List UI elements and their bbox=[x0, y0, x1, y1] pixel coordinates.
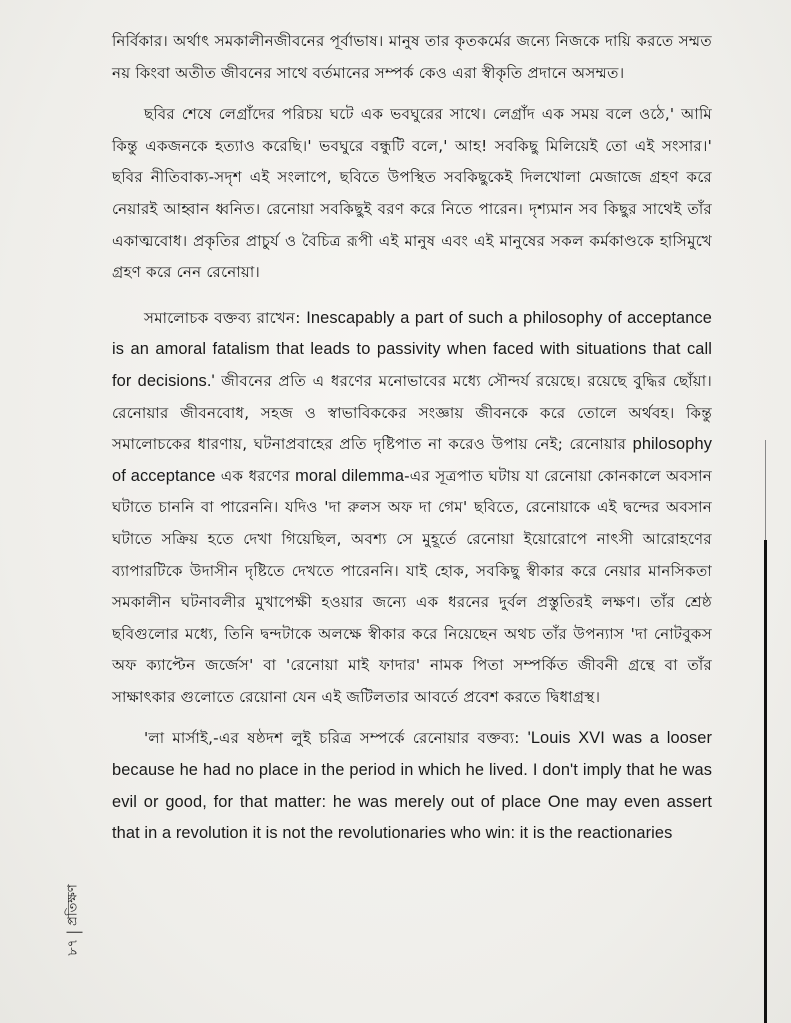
paragraph-3-en-quote: Inescapably a part of such a philosophy of acceptance is an amoral fatalism that leads to passivity when faced with situations that call for decisions.' bbox=[112, 308, 712, 390]
paragraph-3-bn-2: জীবনের প্রতি এ ধরণের মনোভাবের মধ্যে সৌন্দর্য রয়েছে। রয়েছে বুদ্ধির ছোঁয়া। রেনোয়ার জীবনবোধ, সহজ ও স্বাভাবিককের সংজ্ঞায় জীবনকে করে তোলে অর্থবহ। কিন্তু সমালোচকের ধারণায়, ঘটনাপ্রবাহের প্রতি দৃষ্টিপাত না করেও উপায় নেই; রেনোয়ার bbox=[112, 371, 712, 454]
paragraph-4-bn: 'লা মার্সাই,-এর ষষ্ঠদশ লুই চরিত্র সম্পর্কে রেনোয়ার বক্তব্য: bbox=[144, 729, 528, 748]
page-edge-line bbox=[764, 540, 767, 1023]
paragraph-2 bbox=[112, 99, 712, 289]
paragraph-3 bbox=[112, 303, 712, 714]
paragraph-3-en-term-1: philosophy of acceptance bbox=[112, 435, 712, 485]
paragraph-1 bbox=[112, 26, 712, 89]
paragraph-2-text: ছবির শেষে লেগ্রাঁদের পরিচয় ঘটে এক ভবঘুরের সাথে। লেগ্রাঁদ এক সময় বলে ওঠে,' আমি কিন্তু একজনকে হত্যাও করেছি।' ভবঘুরে বন্ধুটি বলে,' আহ! সবকিছু মিলিয়েই তো এই সংসার।' ছবির নীতিবাক্য-সদৃশ এই সংলাপে, ছবিতে উপস্থিত সবকিছুকেই দিলখোলা মেজাজে গ্রহণ করে নেয়ারই আহ্বান ধ্বনিত। রেনোয়া সবকিছুই বরণ করে নিতে পারেন। দৃশ্যমান সব কিছুর সাথেই তাঁর একাত্মবোধ। প্রকৃতির প্রাচুর্য ও বৈচিত্র রূপী এই মানুষ এবং এই মানুষের সকল কর্মকাণ্ডকে হাসিমুখে গ্রহণ করে নেন রেনোয়া। bbox=[112, 105, 712, 282]
body-text bbox=[112, 26, 712, 850]
paragraph-3-en-term-2: moral dilemma bbox=[295, 466, 405, 485]
paragraph-4 bbox=[112, 723, 712, 849]
publication-title: প্রতিক্ষণ bbox=[65, 884, 81, 926]
paragraph-4-en-quote: 'Louis XVI was a looser because he had no place in the period in which he lived. I don't imply that he was evil or good, for that matter: he was merely out of place One may even assert that in a revolution it is not the revolutionaries who win: it is the reactionaries bbox=[112, 729, 712, 843]
paragraph-1-text: নির্বিকার। অর্থাৎ সমকালীনজীবনের পূর্বাভাষ। মানুষ তার কৃতকর্মের জন্যে নিজকে দায়ি করতে সম্মত নয় কিংবা অতীত জীবনের সাথে বর্তমানের সম্পর্ক কেও এরা স্বীকৃতি প্রদানে অসম্মত। bbox=[112, 32, 712, 82]
paragraph-3-bn-1: সমালোচক বক্তব্য রাখেন: bbox=[144, 308, 307, 327]
page-number: ৮৭ bbox=[65, 938, 81, 956]
header-divider bbox=[66, 932, 82, 933]
paragraph-3-bn-4: -এর সূত্রপাত ঘটায় যা রেনোয়া কোনকালে অবসান ঘটাতে চাননি বা পারেননি। যদিও 'দা রুলস অফ দা গেম' ছবিতে, রেনোয়াকে এই দ্বন্দের অবসান ঘটাতে সক্রিয় হতে দেখা গিয়েছিল, অবশ্য সে মুহূর্তে রেনোয়া ইয়োরোপে নাৎসী আরোহণের ব্যাপারটিকে উদাসীন দৃষ্টিতে দেখতে পারেননি। যাই হোক, সবকিছু স্বীকার করে নেয়ার মানসিকতা সমকালীন ঘটনাবলীর মুখাপেক্ষী হওয়ার জন্যে এক ধরনের দুর্বল প্রস্তুতিরই লক্ষণ। তাঁর শ্রেষ্ঠ ছবিগুলোর মধ্যে, তিনি দ্বন্দটাকে অলক্ষে স্বীকার করে নিয়েছেন অথচ তাঁর উপন্যাস 'দা নোটবুকস অফ ক্যাপ্টেন জর্জেস' বা 'রেনোয়া মাই ফাদার' নামক পিতা সম্পর্কিত জীবনী গ্রন্থে বা তাঁর সাক্ষাৎকার গুলোতে রেয়োনা যেন এই জটিলতার আবর্তে প্রবেশ করতে দ্বিধাগ্রস্থ। bbox=[112, 466, 713, 706]
paragraph-3-bn-3: এক ধরণের bbox=[215, 466, 296, 485]
page-edge-shadow bbox=[765, 440, 766, 540]
running-header bbox=[62, 860, 86, 980]
